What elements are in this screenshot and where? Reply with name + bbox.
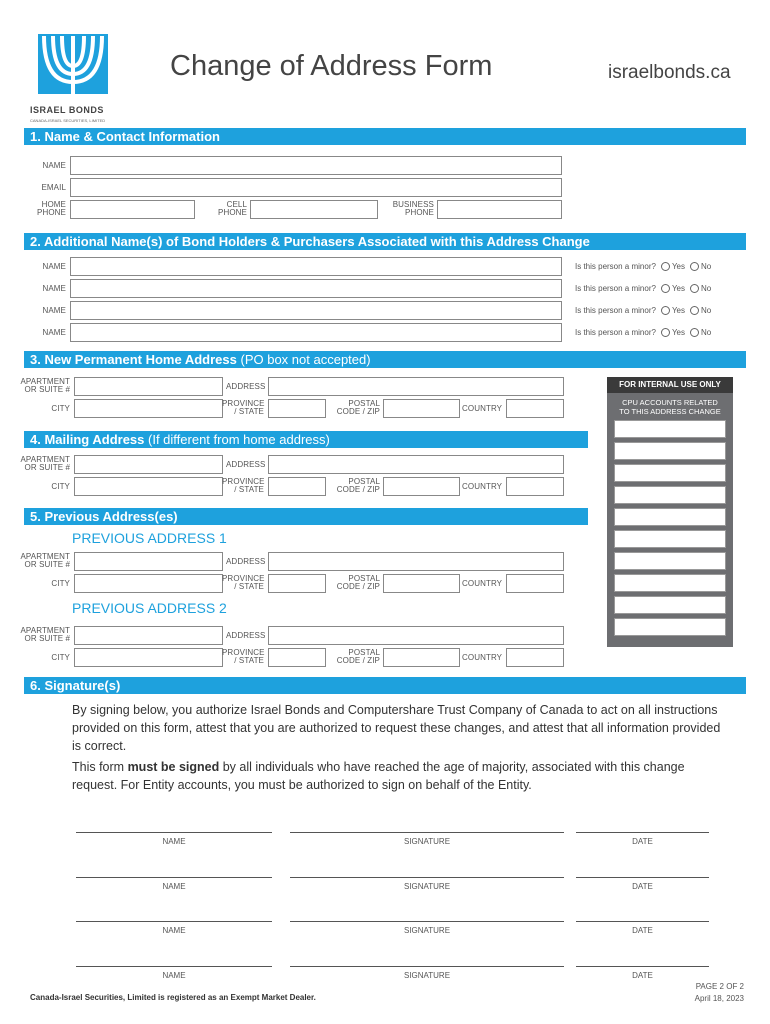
country-label: COUNTRY: [462, 404, 503, 413]
no-label: No: [701, 306, 712, 315]
cpu-account-field[interactable]: [614, 442, 726, 460]
cell-phone-field[interactable]: [250, 200, 378, 219]
section-1-header: [24, 128, 746, 145]
postal-label: POSTAL CODE / ZIP: [336, 477, 380, 494]
apartment-field[interactable]: [74, 377, 223, 396]
cell-phone-label: CELL PHONE: [218, 200, 247, 217]
signature-label: SIGNATURE: [403, 971, 451, 980]
additional-name-field[interactable]: [70, 257, 562, 276]
signature-label: SIGNATURE: [403, 837, 451, 846]
name-signature-line[interactable]: [76, 832, 272, 833]
signing-requirement-paragraph: [72, 758, 732, 794]
footer-disclaimer: Canada-Israel Securities, Limited is registered as an Exempt Market Dealer.: [30, 993, 316, 1002]
section-3-header: [24, 351, 746, 368]
signature-name-label: NAME: [162, 837, 186, 846]
email-field[interactable]: [70, 178, 562, 197]
yes-radio[interactable]: [661, 328, 670, 337]
city-label: CITY: [51, 404, 70, 413]
internal-use-title: FOR INTERNAL USE ONLY: [607, 377, 733, 393]
name-signature-line[interactable]: [76, 921, 272, 922]
postal-field[interactable]: [383, 477, 460, 496]
city-label: CITY: [51, 653, 70, 662]
additional-name-label: NAME: [42, 262, 66, 271]
apartment-label: APARTMENT OR SUITE #: [20, 552, 70, 569]
yes-radio[interactable]: [661, 262, 670, 271]
menorah-logo-icon: [30, 28, 116, 98]
minor-question: [575, 262, 711, 271]
yes-label: Yes: [671, 284, 685, 293]
no-radio[interactable]: [690, 328, 699, 337]
logo-text: ISRAEL BONDS: [30, 105, 104, 115]
section-1-title: 1. Name & Contact Information: [30, 129, 220, 144]
section-4-note: (If different from home address): [148, 432, 330, 447]
minor-question: [575, 306, 711, 315]
postal-label: POSTAL CODE / ZIP: [336, 399, 380, 416]
minor-question-text: Is this person a minor?: [575, 328, 656, 337]
cpu-account-field[interactable]: [614, 420, 726, 438]
postal-field[interactable]: [383, 574, 460, 593]
date-signature-line[interactable]: [576, 966, 709, 967]
previous-address-1-title: PREVIOUS ADDRESS 1: [72, 530, 227, 546]
business-phone-field[interactable]: [437, 200, 562, 219]
previous-address-2-title: PREVIOUS ADDRESS 2: [72, 600, 227, 616]
signature-label: SIGNATURE: [403, 926, 451, 935]
signature-name-label: NAME: [162, 882, 186, 891]
address-field[interactable]: [268, 552, 564, 571]
yes-label: Yes: [671, 262, 685, 271]
address-field[interactable]: [268, 626, 564, 645]
logo-subtext: CANADA-ISRAEL SECURITIES, LIMITED: [30, 118, 106, 123]
yes-radio[interactable]: [661, 284, 670, 293]
signature-date-label: DATE: [632, 837, 653, 846]
footer-date: April 18, 2023: [694, 994, 744, 1003]
postal-field[interactable]: [383, 648, 460, 667]
date-signature-line[interactable]: [576, 877, 709, 878]
province-label: PROVINCE / STATE: [222, 477, 265, 494]
date-signature-line[interactable]: [576, 921, 709, 922]
name-label: NAME: [42, 161, 66, 170]
page-title: Change of Address Form: [170, 50, 493, 82]
yes-label: Yes: [671, 306, 685, 315]
no-radio[interactable]: [690, 262, 699, 271]
city-field[interactable]: [74, 648, 223, 667]
country-field[interactable]: [506, 477, 564, 496]
additional-name-label: NAME: [42, 306, 66, 315]
no-radio[interactable]: [690, 306, 699, 315]
date-signature-line[interactable]: [576, 832, 709, 833]
section-6-title: 6. Signature(s): [30, 678, 121, 693]
section-4-header: [24, 431, 588, 448]
additional-name-field[interactable]: [70, 323, 562, 342]
no-label: No: [701, 284, 712, 293]
country-label: COUNTRY: [462, 653, 503, 662]
signature-name-label: NAME: [162, 926, 186, 935]
signature-line[interactable]: [290, 966, 564, 967]
home-phone-label: HOME PHONE: [37, 200, 66, 217]
province-field[interactable]: [268, 399, 326, 418]
cpu-account-field[interactable]: [614, 618, 726, 636]
section-4-title: 4. Mailing Address: [30, 432, 145, 447]
signature-line[interactable]: [290, 877, 564, 878]
yes-radio[interactable]: [661, 306, 670, 315]
minor-question: [575, 328, 711, 337]
section-3-title: 3. New Permanent Home Address: [30, 352, 237, 367]
address-label: ADDRESS: [226, 557, 266, 566]
country-field[interactable]: [506, 399, 564, 418]
section-5-header: [24, 508, 588, 525]
cpu-account-field[interactable]: [614, 596, 726, 614]
additional-name-label: NAME: [42, 328, 66, 337]
province-field[interactable]: [268, 648, 326, 667]
apartment-label: APARTMENT OR SUITE #: [20, 455, 70, 472]
section-2-title: 2. Additional Name(s) of Bond Holders & Purchasers Associated with this Address Change: [30, 234, 590, 249]
no-radio[interactable]: [690, 284, 699, 293]
province-label: PROVINCE / STATE: [222, 399, 265, 416]
para2-c: by all individuals who have reached the age of majority, associated with this change request. For Entity accounts, you must be authorized to sign on behalf of the Entity.: [72, 760, 685, 792]
province-label: PROVINCE / STATE: [222, 574, 265, 591]
signature-line[interactable]: [290, 832, 564, 833]
yes-label: Yes: [671, 328, 685, 337]
section-6-header: [24, 677, 746, 694]
minor-question-text: Is this person a minor?: [575, 306, 656, 315]
name-field[interactable]: [70, 156, 562, 175]
signature-date-label: DATE: [632, 882, 653, 891]
section-3-note: (PO box not accepted): [240, 352, 371, 367]
para2-a: This form: [72, 760, 128, 774]
minor-question-text: Is this person a minor?: [575, 262, 656, 271]
cpu-account-field[interactable]: [614, 486, 726, 504]
home-phone-field[interactable]: [70, 200, 195, 219]
section-2-header: [24, 233, 746, 250]
additional-name-field[interactable]: [70, 279, 562, 298]
section-5-title: 5. Previous Address(es): [30, 509, 178, 524]
cpu-account-field[interactable]: [614, 464, 726, 482]
name-signature-line[interactable]: [76, 966, 272, 967]
cpu-account-field[interactable]: [614, 508, 726, 526]
signature-label: SIGNATURE: [403, 882, 451, 891]
signature-line[interactable]: [290, 921, 564, 922]
apartment-label: APARTMENT OR SUITE #: [20, 377, 70, 394]
postal-label: POSTAL CODE / ZIP: [336, 574, 380, 591]
country-label: COUNTRY: [462, 579, 503, 588]
country-label: COUNTRY: [462, 482, 503, 491]
additional-name-field[interactable]: [70, 301, 562, 320]
authorization-paragraph: By signing below, you authorize Israel Bonds and Computershare Trust Company of Canada to act on all instructions provided on this form, attest that you are authorized to request these changes, and attest that all information provided is correct.: [72, 703, 721, 753]
business-phone-label: BUSINESS PHONE: [392, 200, 434, 217]
additional-name-label: NAME: [42, 284, 66, 293]
address-field[interactable]: [268, 455, 564, 474]
website: israelbonds.ca: [608, 62, 731, 83]
signature-date-label: DATE: [632, 926, 653, 935]
no-label: No: [701, 262, 712, 271]
cpu-account-field[interactable]: [614, 574, 726, 592]
apartment-field[interactable]: [74, 552, 223, 571]
apartment-field[interactable]: [74, 626, 223, 645]
city-field[interactable]: [74, 574, 223, 593]
cpu-account-field[interactable]: [614, 552, 726, 570]
province-label: PROVINCE / STATE: [222, 648, 265, 665]
address-label: ADDRESS: [226, 382, 266, 391]
no-label: No: [701, 328, 712, 337]
apartment-label: APARTMENT OR SUITE #: [20, 626, 70, 643]
address-field[interactable]: [268, 377, 564, 396]
address-label: ADDRESS: [226, 460, 266, 469]
footer-page-number: PAGE 2 OF 2: [695, 982, 744, 991]
minor-question: [575, 284, 711, 293]
country-field[interactable]: [506, 648, 564, 667]
postal-label: POSTAL CODE / ZIP: [336, 648, 380, 665]
signature-date-label: DATE: [632, 971, 653, 980]
city-label: CITY: [51, 482, 70, 491]
cpu-account-field[interactable]: [614, 530, 726, 548]
postal-field[interactable]: [383, 399, 460, 418]
province-field[interactable]: [268, 477, 326, 496]
logo: [30, 28, 116, 123]
city-field[interactable]: [74, 477, 223, 496]
para2-bold: must be signed: [127, 760, 220, 774]
email-label: EMAIL: [41, 183, 66, 192]
address-label: ADDRESS: [226, 631, 266, 640]
signature-name-label: NAME: [162, 971, 186, 980]
province-field[interactable]: [268, 574, 326, 593]
minor-question-text: Is this person a minor?: [575, 284, 656, 293]
country-field[interactable]: [506, 574, 564, 593]
city-label: CITY: [51, 579, 70, 588]
name-signature-line[interactable]: [76, 877, 272, 878]
internal-use-subtitle: CPU ACCOUNTS RELATED TO THIS ADDRESS CHANGE: [619, 398, 721, 416]
city-field[interactable]: [74, 399, 223, 418]
apartment-field[interactable]: [74, 455, 223, 474]
